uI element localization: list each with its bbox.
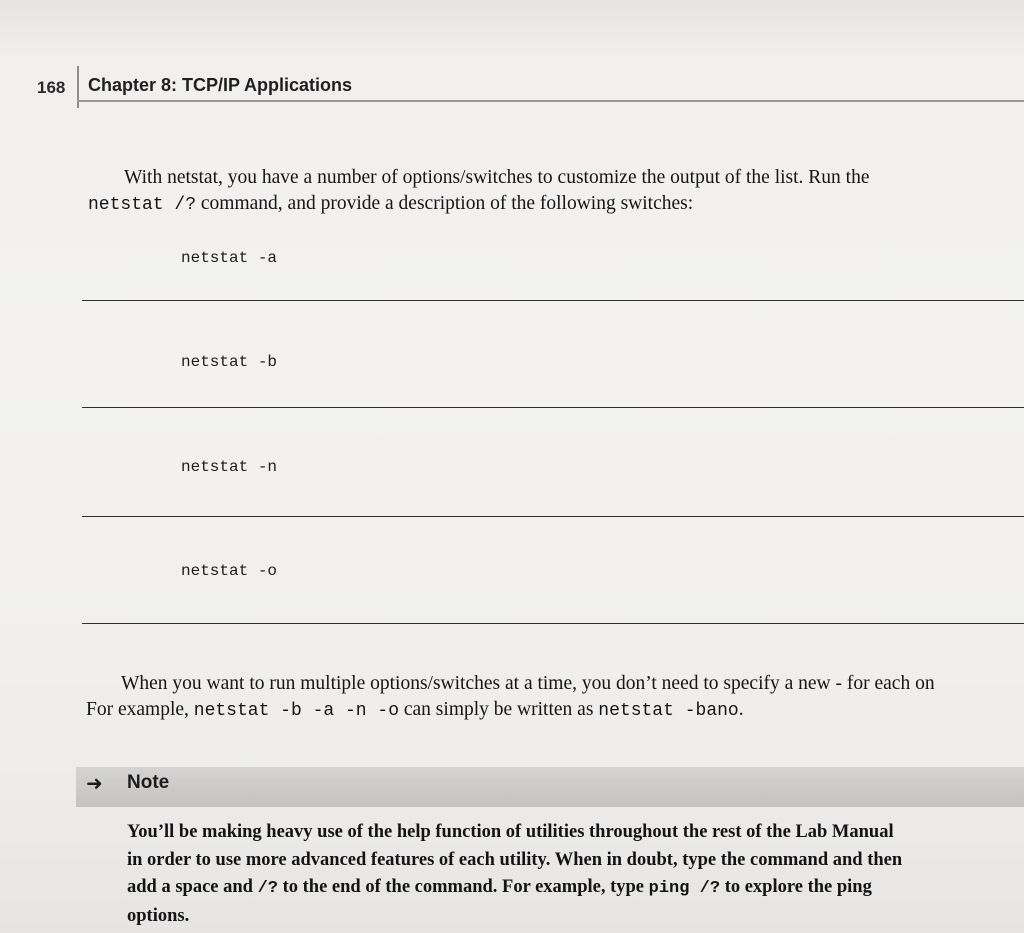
intro-command: netstat /? (88, 195, 197, 215)
switch-command-a: netstat -a (181, 249, 278, 267)
note-line-3 (127, 874, 1017, 903)
answer-line-a[interactable] (82, 300, 1024, 301)
answer-line-n[interactable] (82, 516, 1024, 517)
note-line-3-middle: to the end of the command. For example, type (277, 877, 649, 897)
note-title: Note (127, 772, 170, 793)
page-number: 168 (37, 78, 66, 97)
multi-option-middle: can simply be written as (399, 699, 599, 720)
help-switch-code: /? (257, 879, 278, 898)
intro-paragraph (88, 165, 870, 218)
switch-command-o: netstat -o (181, 562, 278, 580)
intro-line-2 (88, 191, 870, 218)
note-body (127, 819, 1017, 930)
multi-option-prefix: For example, (86, 699, 194, 720)
multi-option-paragraph (86, 671, 935, 724)
note-line-4: options. (127, 905, 190, 926)
switch-command-b: netstat -b (181, 353, 278, 371)
arrow-right-icon: ➜ (86, 771, 103, 795)
page-top-shadow (0, 0, 1024, 60)
note-line-1: You’ll be making heavy use of the help function of utilities throughout the rest of the Lab Manual (127, 822, 894, 842)
answer-line-o[interactable] (82, 623, 1024, 624)
multi-option-line-2 (86, 697, 935, 724)
multi-option-long-command: netstat -b -a -n -o (193, 701, 399, 721)
ping-help-command: ping /? (648, 879, 721, 898)
multi-option-short-command: netstat -bano (598, 701, 739, 721)
chapter-title: Chapter 8: TCP/IP Applications (88, 75, 353, 95)
multi-option-suffix: . (738, 699, 744, 720)
header-rule (77, 100, 1024, 102)
note-line-2: in order to use more advanced features of each utility. When in doubt, type the command and then (127, 849, 903, 870)
note-header-band (76, 767, 1024, 807)
intro-line-2-text: command, and provide a description of the following switches: (196, 193, 694, 214)
intro-line-1: With netstat, you have a number of options/switches to customize the output of the list. Run the (124, 167, 870, 188)
switch-command-n: netstat -n (181, 458, 278, 476)
note-line-3-prefix: add a space and (127, 877, 258, 897)
multi-option-line-1: When you want to run multiple options/switches at a time, you don’t need to specify a new - for each on (121, 673, 935, 694)
answer-line-b[interactable] (82, 407, 1024, 408)
note-line-3-suffix: to explore the ping (720, 877, 872, 897)
